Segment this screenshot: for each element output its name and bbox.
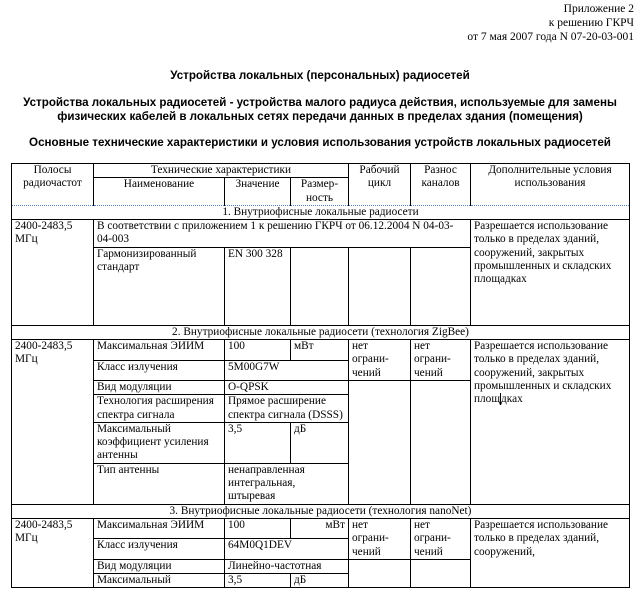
- section-title-row: [12, 205, 630, 219]
- document-title: Устройства локальных (персональных) радиосетей: [170, 69, 470, 82]
- param-value: 64M0Q1DEV: [225, 539, 349, 559]
- section3-band: 2400-2483,5 МГц: [12, 518, 94, 587]
- header-tech: Технические характеристики: [94, 164, 349, 178]
- section3-duty: нет ограни-чений: [349, 518, 411, 559]
- section3-title: 3. Внутриофисные локальные радиосети (технология nanoNet): [12, 504, 630, 518]
- param-value: O-QPSK: [225, 380, 349, 394]
- param-unit: мВт: [291, 518, 349, 538]
- section1-extra: Разрешается использование только в пределах зданий, сооружений, закрытых промышленных и складских площадках: [471, 220, 630, 326]
- header-bands: [12, 164, 94, 206]
- header-extra: Дополнительные условия использования: [471, 164, 630, 206]
- param-unit: мВт: [291, 340, 349, 360]
- appendix-note: [467, 2, 634, 44]
- section-title-row: [12, 504, 630, 518]
- param-name: Вид модуляции: [94, 559, 225, 573]
- duty-cell: [349, 247, 411, 325]
- spacing-cell: [411, 380, 471, 504]
- param-unit: дБ: [291, 422, 349, 463]
- param-value: 5M00G7W: [225, 360, 349, 380]
- param-unit: дБ: [291, 574, 349, 588]
- appendix-line-3: от 7 мая 2007 года N 07-20-03-001: [467, 31, 634, 43]
- duty-cell: [349, 559, 411, 588]
- param-value: 100: [225, 340, 291, 360]
- param-name: Класс излучения: [94, 360, 225, 380]
- table-header-row: [12, 164, 630, 178]
- param-value: EN 300 328: [225, 247, 291, 325]
- table-row: [12, 518, 630, 538]
- param-name: Вид модуляции: [94, 380, 225, 394]
- param-name: Максимальный: [94, 574, 225, 588]
- param-name: Максимальный коэффициент усиления антенны: [94, 422, 225, 463]
- param-name: Технология расширения спектра сигнала: [94, 395, 225, 423]
- table-row: [12, 220, 630, 248]
- param-value: Линейно-частотная: [225, 559, 349, 573]
- param-value: 3,5: [225, 574, 291, 588]
- spec-table: [11, 163, 630, 588]
- section1-title: 1. Внутриофисные локальные радиосети: [12, 205, 630, 219]
- param-unit: [291, 247, 349, 325]
- param-value: 100: [225, 518, 291, 538]
- param-name: Тип антенны: [94, 463, 225, 504]
- section2-extra: [471, 340, 630, 505]
- section2-spacing: нет ограни-чений: [411, 340, 471, 381]
- document-subtitle: Устройства локальных радиосетей - устройства малого радиуса действия, используемые для замены физических кабелей в локальных сетях передачи данных в пределах здания (помещения): [23, 96, 617, 123]
- param-name: Максимальная ЭИИМ: [94, 518, 225, 538]
- param-name: Максимальная ЭИИМ: [94, 340, 225, 360]
- appendix-line-2: к решению ГКРЧ: [548, 17, 634, 29]
- header-value: Значение: [225, 178, 291, 206]
- section2-band: 2400-2483,5 МГц: [12, 340, 94, 505]
- section2-extra-tail: дках: [501, 393, 523, 406]
- spacing-cell: [411, 559, 471, 588]
- param-value: ненаправленная интегральная, штыревая: [225, 463, 349, 504]
- header-dim: Размер-ность: [291, 178, 349, 206]
- table-title: Основные технические характеристики и условия использования устройств локальных радиосетей: [29, 136, 611, 149]
- spacing-cell: [411, 247, 471, 325]
- duty-cell: [349, 380, 411, 504]
- table-row: [12, 340, 630, 360]
- header-spacing: Разнос каналов: [411, 164, 471, 206]
- section2-title: 2. Внутриофисные локальные радиосети (технология ZigBee): [12, 325, 630, 339]
- section2-duty: нет ограни-чений: [349, 340, 411, 381]
- section-title-row: [12, 325, 630, 339]
- section1-band: 2400-2483,5 МГц: [12, 220, 94, 326]
- section1-spec-text: В соответствии с приложением 1 к решению ГКРЧ от 06.12.2004 N 04-03-04-003: [94, 220, 471, 248]
- param-name: Гармонизированный стандарт: [94, 247, 225, 325]
- param-value: 3,5: [225, 422, 291, 463]
- header-bands-line1: Полосы: [33, 164, 72, 176]
- section2-extra-text: Разрешается использование только в пределах зданий, сооружений, закрытых промышленных и складских площ: [474, 340, 612, 406]
- header-name: Наименование: [94, 178, 225, 206]
- appendix-line-1: Приложение 2: [563, 3, 634, 15]
- section3-extra: Разрешается использование только в пределах зданий, сооружений,: [471, 518, 630, 587]
- section3-spacing: нет ограни-чений: [411, 518, 471, 559]
- param-value: Прямое расширение спектра сигнала (DSSS): [225, 395, 349, 423]
- header-duty: Рабочий цикл: [349, 164, 411, 206]
- param-name: Класс излучения: [94, 539, 225, 559]
- header-bands-line2: радиочастот: [23, 177, 82, 190]
